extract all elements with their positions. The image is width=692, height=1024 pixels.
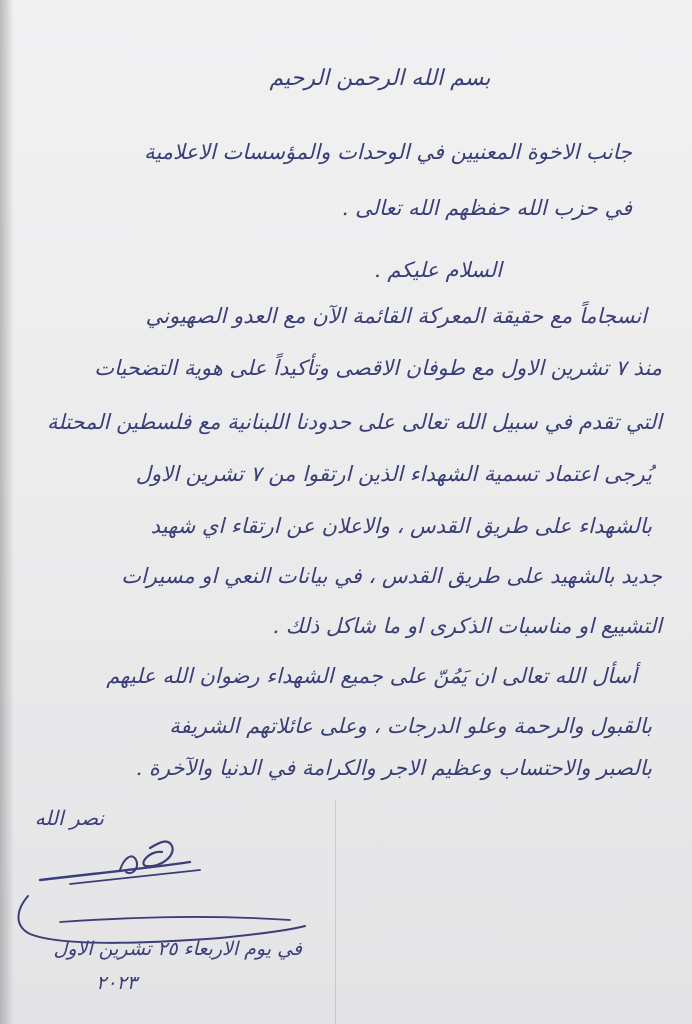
body-line-1: انسجاماً مع حقيقة المعركة القائمة الآن مع العدو الصهيوني — [145, 304, 647, 328]
date-line-weekday: في يوم الاربعاء ٢٥ تشرين الاول — [53, 938, 302, 960]
body-line-2: منذ ٧ تشرين الاول مع طوفان الاقصى وتأكيداً على هوية التضحيات — [94, 356, 662, 380]
body-line-3: التي تقدم في سبيل الله تعالى على حدودنا اللبنانية مع فلسطين المحتلة — [46, 410, 662, 434]
signature-stroke-1 — [143, 842, 172, 867]
body-line-7: التشييع او مناسبات الذكرى او ما شاكل ذلك . — [272, 614, 662, 638]
signature-stroke-3 — [40, 862, 190, 880]
prayer-line-1: أسأل الله تعالى ان يَمُنّ على جميع الشهداء رضوان الله عليهم — [106, 664, 637, 688]
recipient-line-1: جانب الاخوة المعنيين في الوحدات والمؤسسات الاعلامية — [144, 140, 632, 164]
closing-signoff: نصر الله — [34, 806, 104, 830]
prayer-line-2: بالقبول والرحمة وعلو الدرجات ، وعلى عائلاتهم الشريفة — [169, 714, 652, 738]
date-line-year: ٢٠٢٣ — [96, 972, 137, 994]
body-line-6: جديد بالشهيد على طريق القدس ، في بيانات النعي او مسيرات — [121, 564, 662, 588]
body-line-5: بالشهداء على طريق القدس ، والاعلان عن ارتقاء اي شهيد — [150, 514, 652, 538]
greeting: السلام عليكم . — [374, 258, 502, 282]
prayer-line-3: بالصبر والاحتساب وعظيم الاجر والكرامة في الدنيا والآخرة . — [135, 756, 652, 780]
signature-stroke-5 — [19, 896, 306, 943]
basmala-heading: بسم الله الرحمن الرحيم — [269, 66, 491, 91]
body-line-4: يُرجى اعتماد تسمية الشهداء الذين ارتقوا من ٧ تشرين الاول — [135, 462, 652, 486]
recipient-line-2: في حزب الله حفظهم الله تعالى . — [341, 196, 632, 220]
signature-stroke-6 — [60, 917, 290, 922]
signature-stroke-4 — [70, 870, 200, 884]
